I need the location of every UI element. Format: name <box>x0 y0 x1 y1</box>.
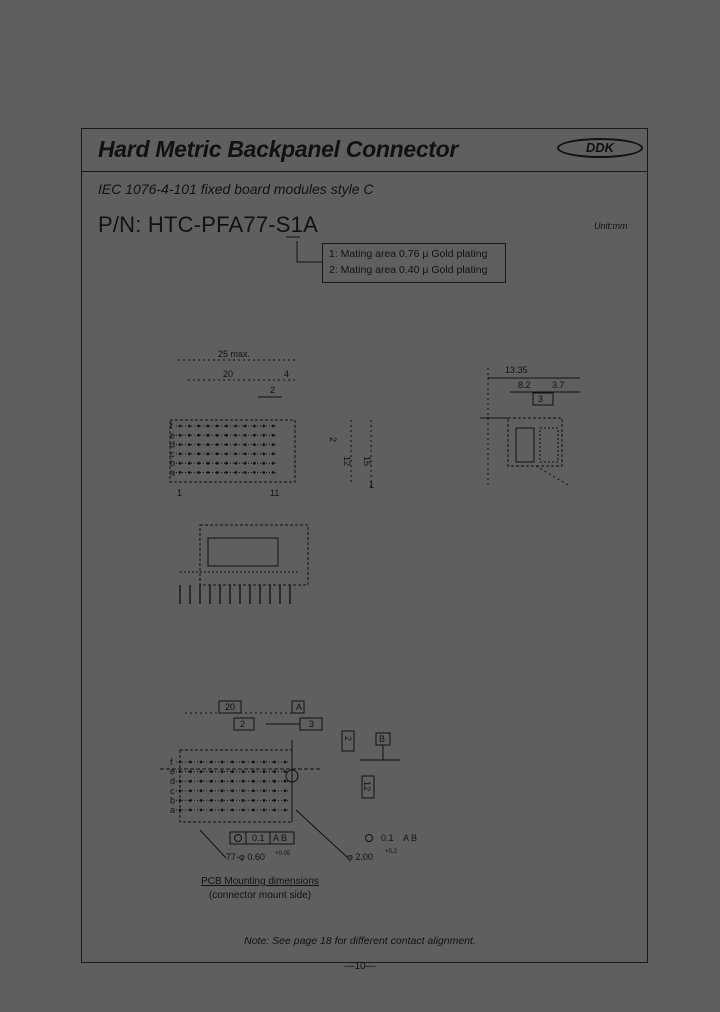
row-letter: e <box>170 430 176 441</box>
row-letter: f <box>170 757 173 767</box>
plating-leader <box>286 237 322 262</box>
pcb-datum-a: A <box>296 702 303 712</box>
front-dim-tail: 4 <box>284 369 290 379</box>
tail-pins <box>180 585 290 604</box>
pcb-dim-20: 20 <box>225 702 236 712</box>
row-letter: a <box>170 467 176 478</box>
front-pin-grid <box>170 421 277 478</box>
front-dim-body: 20 <box>223 369 234 379</box>
pcb-peg-tol: +0.2 <box>385 849 397 855</box>
mid-dim-15: 15 <box>362 456 372 467</box>
plating-option-2: 2: Mating area 0.40 μ Gold plating <box>329 264 488 276</box>
mid-label-1: 1 <box>369 480 375 490</box>
side-view <box>480 365 580 485</box>
mid-dim-12: 12 <box>342 456 352 467</box>
row-letter: e <box>170 766 176 777</box>
front-view <box>170 349 296 498</box>
pcb-hole-grid <box>170 757 289 815</box>
side-dim-a: 8.2 <box>518 380 531 390</box>
standard-subtitle: IEC 1076-4-101 fixed board modules style C <box>98 181 374 197</box>
pcb-dim-3: 3 <box>309 719 315 729</box>
pcb-dim-2v: 2 <box>343 736 353 742</box>
pcb-dim-12v: 12 <box>362 781 372 792</box>
pcb-hole-spec: 77-φ 0.60 <box>226 852 265 862</box>
pcb-tol-1: 0.1 <box>252 833 265 843</box>
plating-option-1: 1: Mating area 0.76 μ Gold plating <box>329 248 488 260</box>
pcb-datum-b: B <box>379 734 386 744</box>
pcb-peg-spec: φ 2.00 <box>347 852 373 862</box>
side-dim-overall: 13.35 <box>505 365 528 375</box>
row-letter: d <box>170 776 176 787</box>
ddk-logo: DDK <box>557 138 643 158</box>
front-col-first: 1 <box>177 488 183 498</box>
row-letter: f <box>170 421 173 431</box>
front-dim-overall: 25 max. <box>218 349 251 359</box>
pcb-dim-2: 2 <box>240 719 246 729</box>
unit-label: Unit:mm <box>594 221 628 231</box>
pcb-caption <box>190 875 330 903</box>
page-number: —10— <box>344 961 376 972</box>
pcb-caption-subtitle: (connector mount side) <box>208 890 312 901</box>
side-dim-b: 3.7 <box>552 380 565 390</box>
pcb-tol-2-ref: A B <box>403 833 418 843</box>
row-letter: c <box>170 785 175 796</box>
pcb-caption-title: PCB Mounting dimensions <box>201 876 319 887</box>
row-letter: c <box>170 448 175 459</box>
pcb-tol-2: 0.1 <box>381 833 394 843</box>
side-dim-c: 3 <box>538 394 544 404</box>
row-letter: a <box>170 805 176 815</box>
page-title: Hard Metric Backpanel Connector <box>98 136 459 162</box>
pcb-hole-tol: +0.05 <box>275 851 291 857</box>
mid-view <box>328 420 374 490</box>
pcb-view <box>160 701 417 862</box>
front-col-last: 11 <box>270 488 280 498</box>
front-dim-pitch: 2 <box>270 385 276 395</box>
row-letter: d <box>170 439 176 450</box>
footer-note: Note: See page 18 for different contact alignment. <box>244 935 476 947</box>
bottom-view <box>180 525 308 604</box>
pcb-tol-1-ref: A B <box>273 833 288 843</box>
part-number: P/N: HTC-PFA77-S1A <box>98 212 318 237</box>
row-letter: b <box>170 795 176 806</box>
mid-dim-2: 2 <box>328 437 338 443</box>
row-letter: b <box>170 458 176 469</box>
